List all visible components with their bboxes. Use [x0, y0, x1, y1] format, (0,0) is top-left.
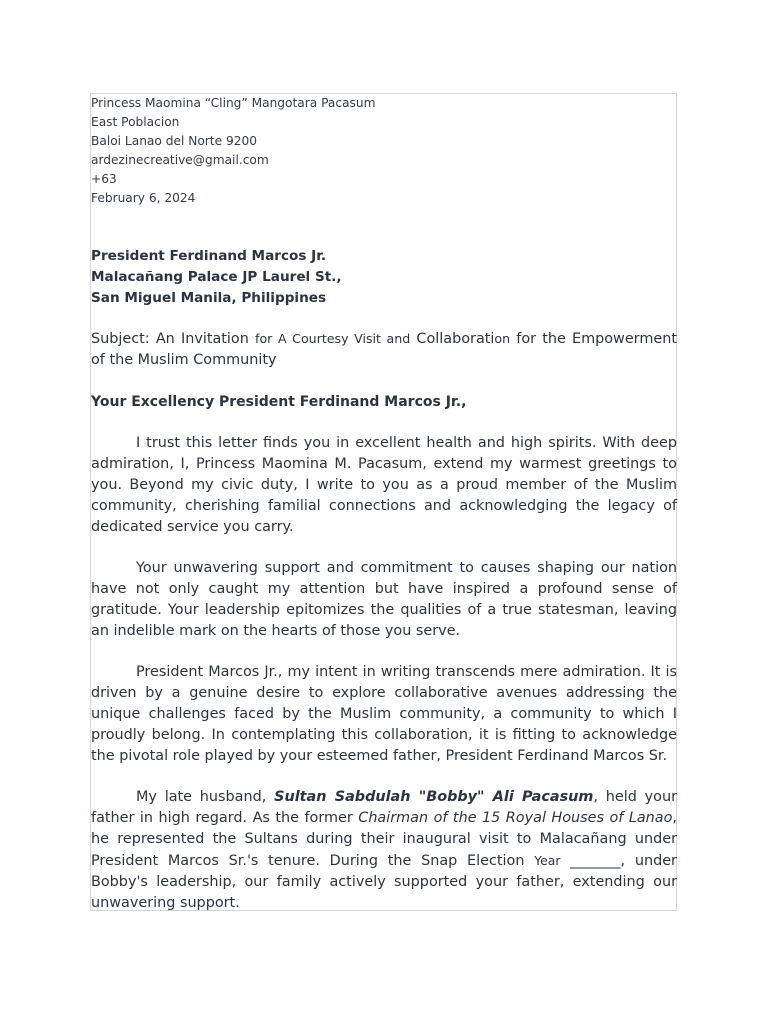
- subject-part-3: Collaborati: [410, 331, 495, 347]
- sender-email: ardezinecreative@gmail.com: [91, 153, 269, 167]
- recipient-block: [91, 246, 677, 309]
- letter-body: [91, 94, 677, 914]
- subject-part-4: on: [494, 331, 511, 346]
- sender-address-line1: East Poblacion: [91, 115, 180, 129]
- paragraph-3: President Marcos Jr., my intent in writing transcends mere admiration. It is driven by a genuine desire to explore collaborative avenues addressing the unique challenges faced by the Muslim community, a community to which I proudly belong. In contemplating this collaboration, it is fitting to acknowledge the pivotal role played by your esteemed father, President Ferdinand Marcos Sr.: [91, 664, 677, 764]
- recipient-address-line2: San Miguel Manila, Philippines: [91, 290, 327, 306]
- paragraph-2: Your unwavering support and commitment to causes shaping our nation have not only caught my attention but have inspired a profound sense of gratitude. Your leadership epitomizes the qualities of a true statesman, leaving an indelible mark on the hearts of those you serve.: [91, 560, 677, 639]
- sender-address-line2: Baloi Lanao del Norte 9200: [91, 134, 257, 148]
- husband-name: Sultan Sabdulah "Bobby" Ali Pacasum: [274, 789, 594, 805]
- subject-line: [91, 328, 677, 371]
- subject-part-2: for A Courtesy Visit and: [255, 331, 411, 346]
- paragraph-4: [91, 787, 677, 914]
- salutation: Your Excellency President Ferdinand Marcos Jr.,: [91, 394, 467, 410]
- sender-name: Princess Maomina “Cling” Mangotara Pacasum: [91, 96, 376, 110]
- sender-block: [91, 94, 677, 208]
- subject-part-5: for the Empowerment of the Muslim Community: [91, 331, 677, 368]
- p4-year-label: Year: [534, 853, 561, 868]
- p4-text-c: , held your father in high regard. As the former: [91, 789, 677, 826]
- p4-text-a: My late husband,: [136, 789, 275, 805]
- recipient-name: President Ferdinand Marcos Jr.: [91, 248, 327, 264]
- p4-text-e: , he represented the Sultans during their inaugural visit to Malacañang under President Marcos Sr.'s tenure. During the Snap Election: [91, 810, 677, 869]
- paragraph-1: I trust this letter finds you in excellent health and high spirits. With deep admiration, I, Princess Maomina M. Pacasum, extend my warmest greetings to you. Beyond my civic duty, I write to you as a proud member of the Muslim community, cherishing familial connections and acknowledging the legacy of dedicated service you carry.: [91, 435, 677, 535]
- sender-phone: +63: [91, 172, 117, 186]
- letter-date: February 6, 2024: [91, 191, 196, 205]
- p4-text-g: _______, under Bobby's leadership, our family actively supported your father, extending our unwavering support.: [91, 853, 677, 911]
- chairman-title: Chairman of the 15 Royal Houses of Lanao: [358, 810, 673, 826]
- subject-part-1: Subject: An Invitation: [91, 331, 256, 347]
- recipient-address-line1: Malacañang Palace JP Laurel St.,: [91, 269, 342, 285]
